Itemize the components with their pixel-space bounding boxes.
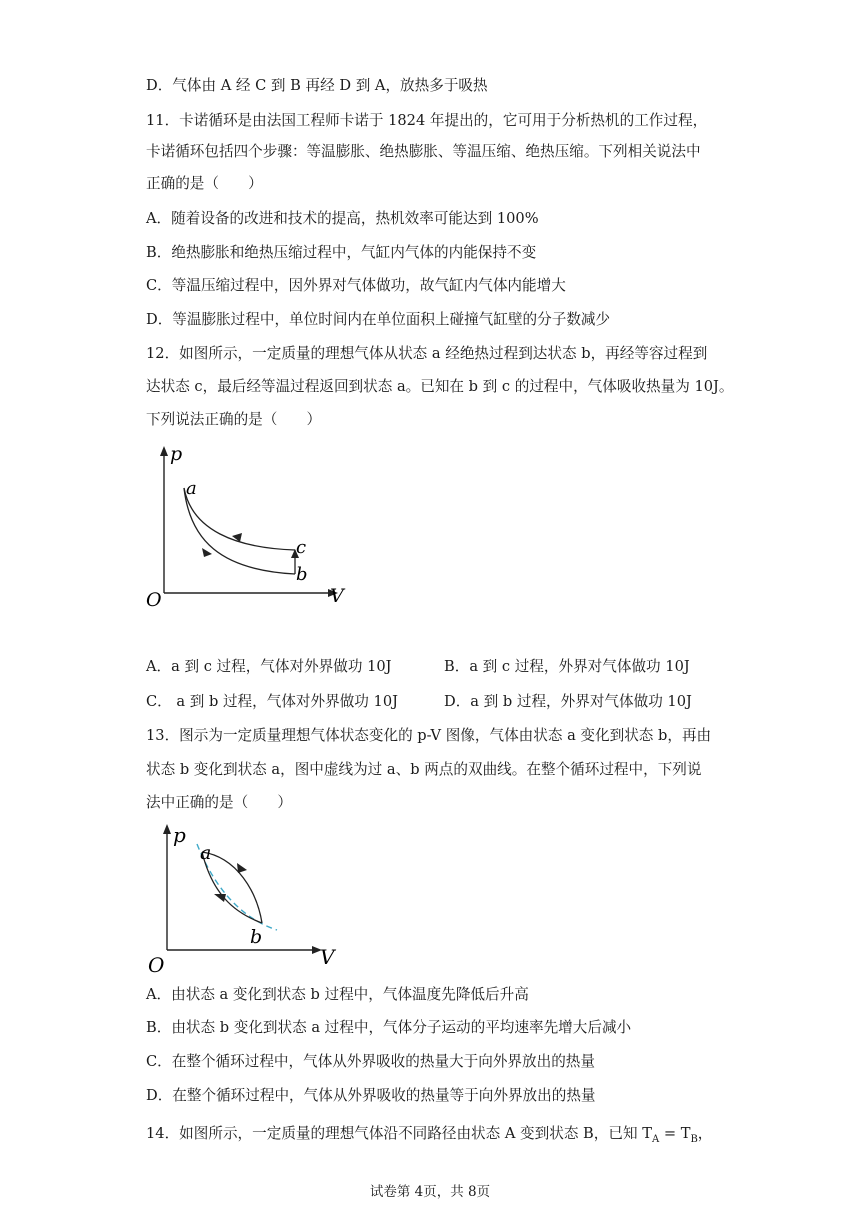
q12-option-d: D．a 到 b 过程，外界对气体做功 10J [444,693,692,710]
q13-option-d: D．在整个循环过程中，气体从外界吸收的热量等于向外界放出的热量 [146,1087,596,1104]
q12-axes [160,446,338,597]
q11-option-c: C．等温压缩过程中，因外界对气体做功，故气缸内气体内能增大 [146,277,566,294]
q14-sub-b: B [690,1133,698,1145]
q11-option-a: A．随着设备的改进和技术的提高，热机效率可能达到 100% [146,210,539,227]
q12-option-b: B．a 到 c 过程，外界对气体做功 10J [444,658,690,675]
q11-stem-line1: 11．卡诺循环是由法国工程师卡诺于 1824 年提出的，它可用于分析热机的工作过程， [146,112,708,129]
q12-axis-p-label: p [170,443,183,465]
q12-arrow-a-to-b [202,548,212,557]
q12-stem-line3: 下列说法正确的是（ ） [146,411,322,428]
q13-origin-label: O [148,953,165,977]
q12-pv-diagram [140,440,350,610]
q13-arrow-lower [214,894,226,902]
q12-axis-v-label: V [330,585,344,607]
q12-curve-a-to-b [184,488,295,574]
q12-label-a: a [186,478,197,499]
q11-stem-line2: 卡诺循环包括四个步骤：等温膨胀、绝热膨胀、等温压缩、绝热压缩。下列相关说法中 [146,143,701,160]
q14-stem-line1 [146,1124,860,1150]
q13-arrow-upper [237,863,247,873]
q14-stem-text: 14．如图所示，一定质量的理想气体沿不同路径由状态 A 变到状态 B，已知 T [146,1125,652,1142]
q12-label-b: b [296,564,308,585]
q12-option-a: A．a 到 c 过程，气体对外界做功 10J [146,658,392,675]
q11-option-d: D．等温膨胀过程中，单位时间内在单位面积上碰撞气缸壁的分子数减少 [146,311,611,328]
q14-tail: ， [697,1125,713,1142]
q12-origin-label: O [146,589,162,610]
q12-stem-line1: 12．如图所示，一定质量的理想气体从状态 a 经绝热过程到达状态 b，再经等容过程到 [146,345,708,362]
q12-label-c: c [296,537,307,558]
q12-option-c: C． a 到 b 过程，气体对外界做功 10J [146,693,398,710]
q13-axis-v-label: V [320,945,335,969]
q13-option-b: B．由状态 b 变化到状态 a 过程中，气体分子运动的平均速率先增大后减小 [146,1019,632,1036]
q14-eq: = T [659,1125,691,1142]
q13-option-a: A．由状态 a 变化到状态 b 过程中，气体温度先降低后升高 [146,986,529,1003]
q10-option-d: D．气体由 A 经 C 到 B 再经 D 到 A，放热多于吸热 [146,77,488,94]
q14-sub-a: A [651,1133,660,1145]
q13-option-c: C．在整个循环过程中，气体从外界吸收的热量大于向外界放出的热量 [146,1053,595,1070]
q11-option-b: B．绝热膨胀和绝热压缩过程中，气缸内气体的内能保持不变 [146,244,537,261]
q13-axis-p-label: p [173,823,186,847]
q13-label-b: b [250,926,263,948]
q13-stem-line2: 状态 b 变化到状态 a，图中虚线为过 a、b 两点的双曲线。在整个循环过程中，下列说 [146,761,702,778]
q13-axes [163,824,322,954]
q13-stem-line3: 法中正确的是（ ） [146,794,292,811]
q13-pv-diagram [142,822,342,977]
q11-stem-line3: 正确的是（ ） [146,175,263,192]
q13-label-a: a [200,842,212,864]
q12-stem-line2: 达状态 c，最后经等温过程返回到状态 a。已知在 b 到 c 的过程中，气体吸收热量为 10J。 [146,378,734,395]
q13-stem-line1: 13．图示为一定质量理想气体状态变化的 p-V 图像，气体由状态 a 变化到状态 b，再由 [146,727,712,744]
page-footer: 试卷第 4页，共 8页 [369,1184,491,1200]
